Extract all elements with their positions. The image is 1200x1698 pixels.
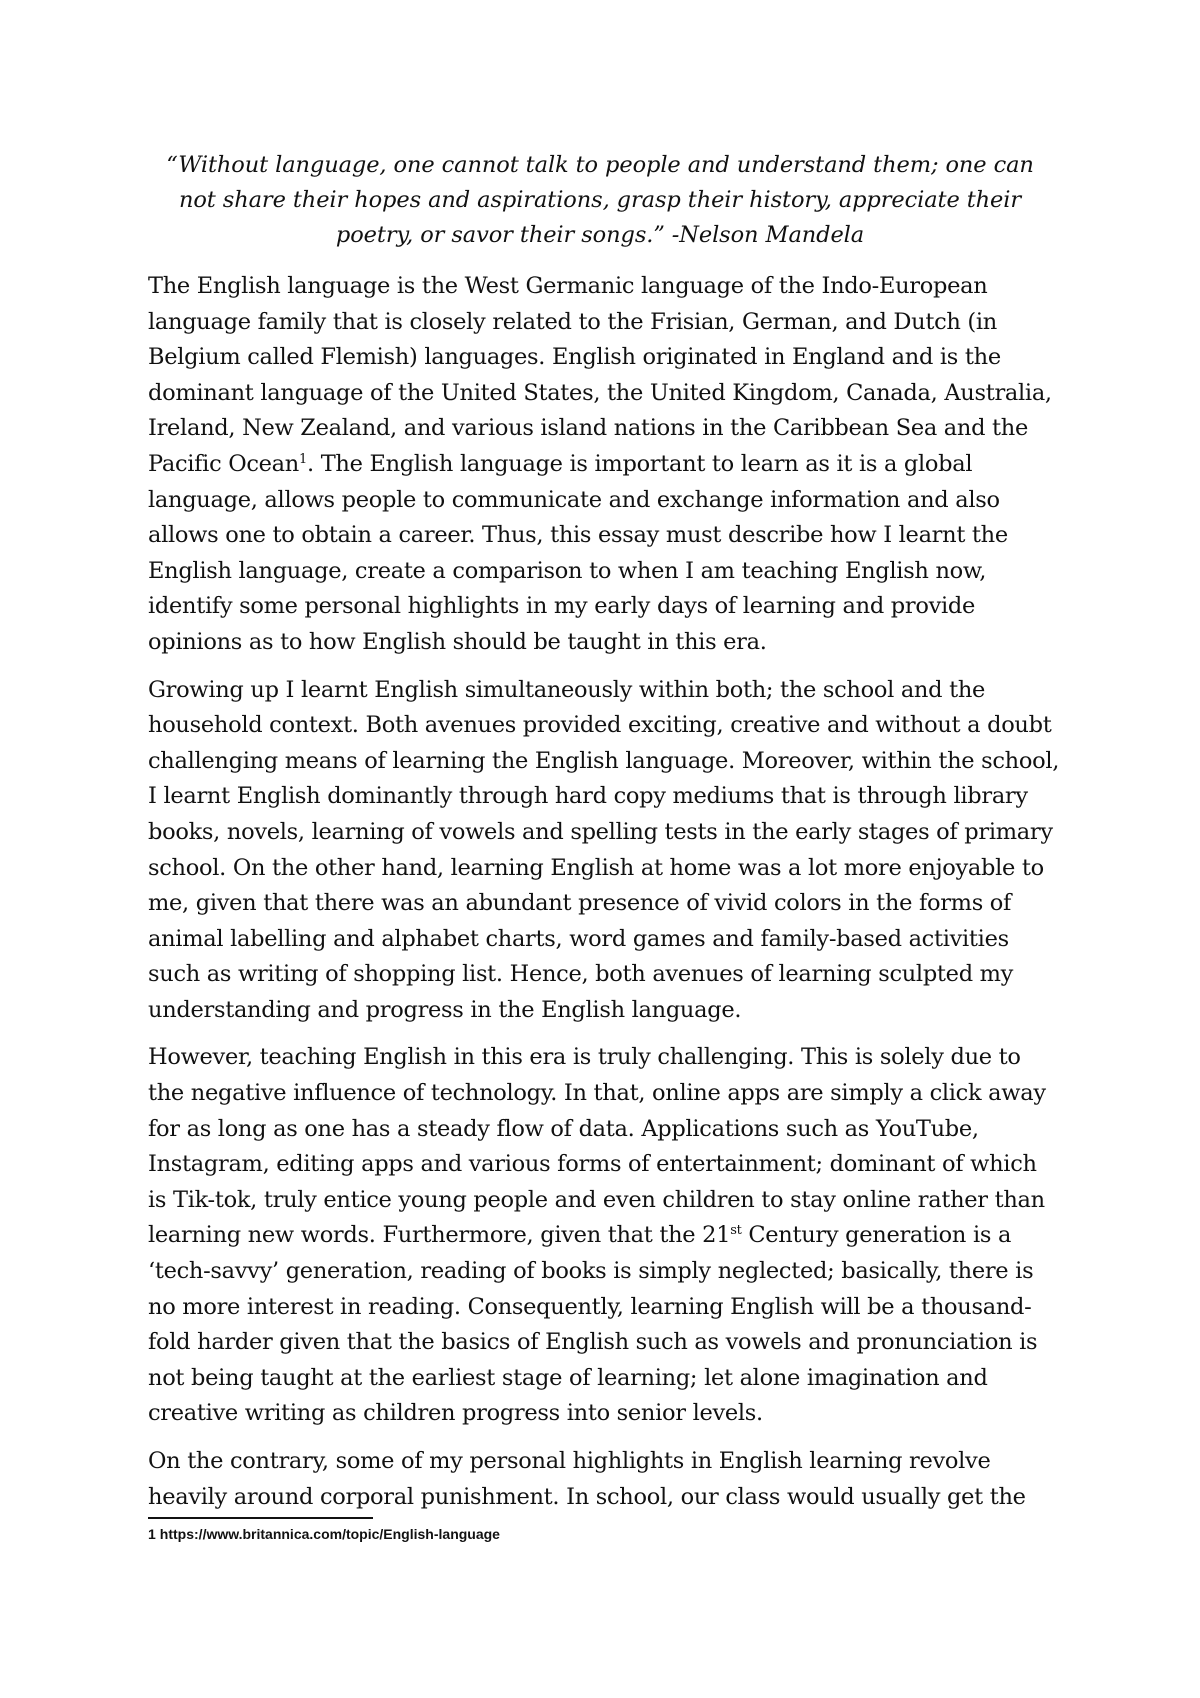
paragraph-teaching-challenges [148, 1040, 1060, 1432]
essay-body [148, 269, 1060, 1527]
footnote [148, 1525, 500, 1543]
paragraph-text: Century generation is a ‘tech-savvy’ generation, reading of books is simply neglected; basically, there is no more interest in reading. Consequently, learning English will be a thousand-fold harder given that the basics of English such as vowels and pronunciation is not being taught at the earliest stage of learning; let alone imagination and creative writing as children progress into senior levels. [148, 1222, 1038, 1427]
paragraph-text: However, teaching English in this era is truly challenging. This is solely due to the negative influence of technology. In that, online apps are simply a click away for as long as one has a steady flow of data. Applications such as YouTube, Instagram, editing apps and various forms of entertainment; dominant of which is Tik-tok, truly entice young people and even children to stay online rather than learning new words. Furthermore, given that the 21 [148, 1044, 1046, 1249]
paragraph-text: The English language is the West Germanic language of the Indo-European language family that is closely related to the Frisian, German, and Dutch (in Belgium called Flemish) languages. English originated in England and is the dominant language of the United States, the United Kingdom, Canada, Australia, Ireland, New Zealand, and various island nations in the Caribbean Sea and the Pacific Ocean [148, 273, 1052, 477]
paragraph-introduction [148, 269, 1060, 661]
footnote-number: 1 [148, 1526, 156, 1542]
footnote-reference: 1 [299, 451, 307, 467]
footnote-separator [148, 1517, 373, 1519]
paragraph-growing-up: Growing up I learnt English simultaneously within both; the school and the household context. Both avenues provided exciting, creative and without a doubt challenging means of learning the English language. Moreover, within the school, I learnt English dominantly through hard copy mediums that is through library books, novels, learning of vowels and spelling tests in the early stages of primary school. On the other hand, learning English at home was a lot more enjoyable to me, given that there was an abundant presence of vivid colors in the forms of animal labelling and alphabet charts, word games and family-based activities such as writing of shopping list. Hence, both avenues of learning sculpted my understanding and progress in the English language. [148, 676, 1060, 1023]
epigraph-quote: “Without language, one cannot talk to people and understand them; one can not share their hopes and aspirations, grasp their history, appreciate their poetry, or savor their songs.” -Nelson Mandela [166, 152, 1034, 248]
footnote-link[interactable]: https://www.britannica.com/topic/English-language [159, 1526, 500, 1542]
ordinal-superscript: st [730, 1223, 742, 1239]
paragraph-personal-highlights: On the contrary, some of my personal highlights in English learning revolve heavily around corporal punishment. In school, our class would usually get the [148, 1448, 1026, 1510]
paragraph-text: . The English language is important to learn as it is a global language, allows people to communicate and exchange information and also allows one to obtain a career. Thus, this essay must describe how I learnt the English language, create a comparison to when I am teaching English now, identify some personal highlights in my early days of learning and provide opinions as to how English should be taught in this era. [148, 450, 1008, 655]
